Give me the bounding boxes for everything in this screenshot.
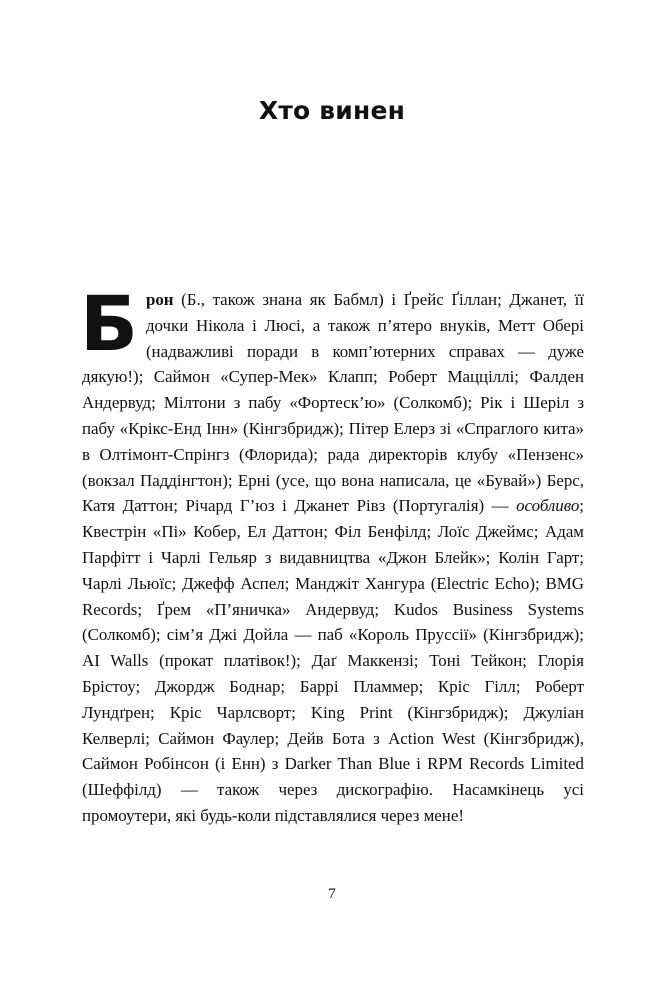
- paragraph-text-part-2: ; Квестрін «Пі» Кобер, Ел Даттон; Філ Бенфілд; Лоїс Джеймс; Адам Парфітт і Чарлі Гельяр з видавництва «Джон Блейк»; Колін Гарт; Чарлі Льюїс; Джефф Аспел; Манджіт Хангура (Electric Echo); BMG Records; Ґрем «П’яничка» Андервуд; Kudos Business Systems (Солкомб); сім’я Джі Дойла — паб «Король Пруссії» (Кінгзбридж); AI Walls (прокат платівок!); Даґ Маккензі; Тоні Тейкон; Глорія Брістоу; Джордж Боднар; Баррі Пламмер; Кріс Гілл; Роберт Лундґрен; Кріс Чарлсворт; King Print (Кінгзбридж); Джуліан Келверлі; Саймон Фаулер; Дейв Бота з Action West (Кінгзбридж), Саймон Робінсон (і Енн) з Darker Than Blue і RPM Records Limited (Шеффілд) — також через дискографію. Насамкінець усі промоутери, які будь-коли підставлялися через мене!: [82, 496, 584, 825]
- emphasized-word: особливо: [516, 496, 580, 516]
- page-number: 7: [328, 886, 336, 902]
- paragraph-text-part-1: (Б., також знана як Бабмл) і Ґрейс Ґіллан; Джанет, її дочки Нікола і Люсі, а також п’ятеро внуків, Метт Обері (надважливі поради в комп’ютерних справах — дуже дякую!); Саймон «Супер-Мек» Клапп; Роберт Мацціллі; Фалден Андервуд; Мілтони з пабу «Фортеск’ю» (Солкомб); Рік і Шеріл з пабу «Крікс-Енд Інн» (Кінгзбридж); Пітер Елерз зі «Спраглого кита» в Олтімонт-Спрінгз (Флорида); рада директорів клубу «Пензенс» (вокзал Паддінгтон); Ерні (усе, що вона написала, це «Бувай») Берс, Катя Даттон; Річард Г’юз і Джанет Рівз (Португалія) —: [82, 290, 584, 516]
- chapter-title: Хто винен: [258, 96, 406, 125]
- drop-cap-letter: Б: [80, 279, 138, 368]
- acknowledgements-paragraph: [80, 279, 584, 829]
- lead-word: рон: [145, 290, 174, 309]
